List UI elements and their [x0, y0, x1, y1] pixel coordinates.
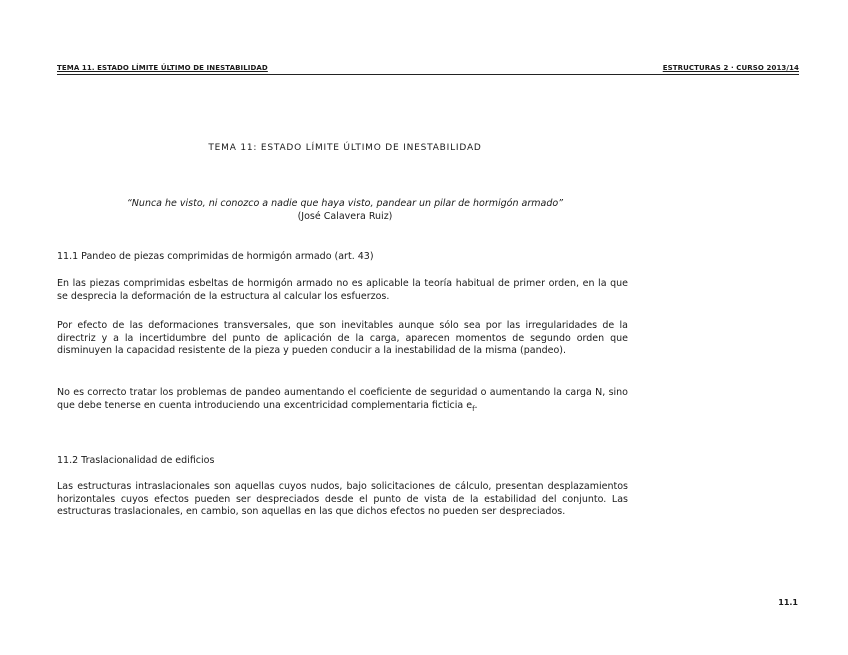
epigraph-quote [80, 197, 610, 223]
page-number: 11.1 [778, 598, 798, 607]
page-header [57, 64, 799, 75]
quote-author: (José Calavera Ruiz) [297, 211, 393, 222]
paragraph-eccentricity [57, 387, 628, 415]
section-heading-11-2: 11.2 Traslacionalidad de edificios [57, 455, 215, 466]
paragraph-end: . [474, 399, 478, 411]
header-left-text: TEMA 11. ESTADO LÍMITE ÚLTIMO DE INESTABILIDAD [57, 64, 268, 72]
paragraph: En las piezas comprimidas esbeltas de hormigón armado no es aplicable la teoría habitual de primer orden, en la que se desprecia la deformación de la estructura al calcular los esfuerzos. [57, 278, 628, 302]
paragraph: Las estructuras intraslacionales son aquellas cuyos nudos, bajo solicitaciones de cálculo, presentan desplazamientos horizontales cuyos efectos pueden ser despreciados desde el punto de vista de la estabilidad del conjunto. Las estructuras traslacionales, en cambio, son aquellas en las que dichos efectos no pueden ser despreciados. [57, 481, 628, 518]
paragraph-text: No es correcto tratar los problemas de pandeo aumentando el coeficiente de seguridad o aumentando la carga N, sino que debe tenerse en cuenta introduciendo una excentricidad complementaria ficticia e [57, 387, 628, 411]
subscript-f: f [472, 404, 475, 413]
header-right-text: ESTRUCTURAS 2 · CURSO 2013/14 [662, 64, 799, 72]
document-title: TEMA 11: ESTADO LÍMITE ÚLTIMO DE INESTABILIDAD [208, 143, 482, 153]
quote-text: “Nunca he visto, ni conozco a nadie que haya visto, pandear un pilar de hormigón armado” [126, 198, 564, 209]
section-heading-11-1: 11.1 Pandeo de piezas comprimidas de hormigón armado (art. 43) [57, 251, 374, 262]
paragraph: Por efecto de las deformaciones transversales, que son inevitables aunque sólo sea por las irregularidades de la directriz y a la incertidumbre del punto de aplicación de la carga, aparecen momentos de segundo orden que disminuyen la capacidad resistente de la pieza y pueden conducir a la inestabilidad de la misma (pandeo). [57, 320, 628, 357]
